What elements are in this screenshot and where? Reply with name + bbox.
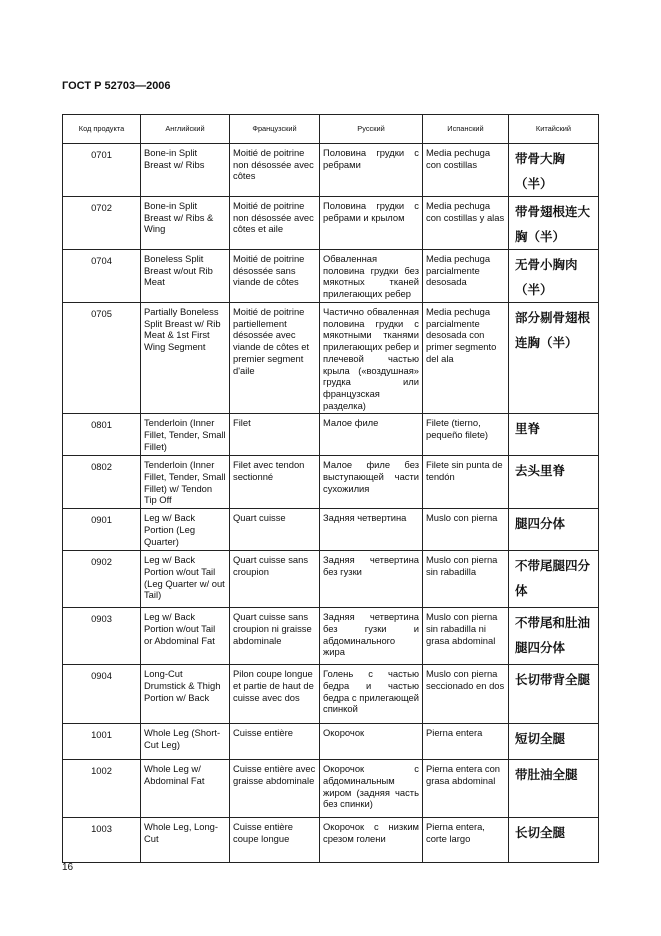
cell-russian: Задняя четвертина [320, 509, 423, 551]
cell-french: Moitié de poitrine non désossée avec côtes [230, 144, 320, 197]
cell-chinese: 长切全腿 [509, 818, 599, 863]
page-number: 16 [62, 862, 74, 873]
cell-russian: Голень с частью бедра и частью бедра с прилегающей спинкой [320, 665, 423, 724]
column-header-russian: Русский [320, 115, 423, 144]
table-row [63, 724, 599, 760]
cell-spanish: Filete (tierno, pequeño filete) [423, 414, 509, 456]
cell-russian: Обваленная половина грудки без мякотных тканей прилегающих ребер [320, 250, 423, 303]
cell-french: Quart cuisse sans croupion ni graisse abdominale [230, 608, 320, 665]
cell-french: Cuisse entière avec graisse abdominale [230, 760, 320, 818]
cell-code: 0802 [63, 456, 141, 509]
cell-code: 0801 [63, 414, 141, 456]
cell-english: Long-Cut Drumstick & Thigh Portion w/ Back [141, 665, 230, 724]
table-row [63, 197, 599, 250]
cell-chinese: 里脊 [509, 414, 599, 456]
cell-english: Whole Leg (Short-Cut Leg) [141, 724, 230, 760]
cell-english: Tenderloin (Inner Fillet, Tender, Small Fillet) w/ Tendon Tip Off [141, 456, 230, 509]
column-header-code: Код продукта [63, 115, 141, 144]
document-header: ГОСТ Р 52703—2006 [62, 80, 171, 92]
cell-russian: Половина грудки с ребрами и крылом [320, 197, 423, 250]
cell-english: Whole Leg w/ Abdominal Fat [141, 760, 230, 818]
cell-english: Leg w/ Back Portion w/out Tail or Abdominal Fat [141, 608, 230, 665]
cell-french: Moitié de poitrine partiellement désossée avec viande de côtes et premier segment d'aile [230, 303, 320, 414]
cell-code: 0901 [63, 509, 141, 551]
cell-spanish: Pierna entera, corte largo [423, 818, 509, 863]
cell-spanish: Media pechuga parcialmente desosada [423, 250, 509, 303]
cell-code: 0705 [63, 303, 141, 414]
cell-russian: Половина грудки с ребрами [320, 144, 423, 197]
cell-chinese: 带骨大胸（半） [509, 144, 599, 197]
cell-english: Whole Leg, Long-Cut [141, 818, 230, 863]
cell-code: 0902 [63, 551, 141, 608]
cell-russian: Окорочок с низким срезом голени [320, 818, 423, 863]
cell-russian: Задняя четвертина без гузки и абдоминального жира [320, 608, 423, 665]
cell-code: 1002 [63, 760, 141, 818]
cell-chinese: 长切带背全腿 [509, 665, 599, 724]
cell-code: 0701 [63, 144, 141, 197]
cell-english: Bone-in Split Breast w/ Ribs & Wing [141, 197, 230, 250]
cell-russian: Малое филе без выступающей части сухожилия [320, 456, 423, 509]
cell-french: Pilon coupe longue et partie de haut de cuisse avec dos [230, 665, 320, 724]
cell-chinese: 不带尾和肚油腿四分体 [509, 608, 599, 665]
cell-spanish: Muslo con pierna sin rabadilla [423, 551, 509, 608]
cell-chinese: 带骨翅根连大胸（半） [509, 197, 599, 250]
column-header-english: Английский [141, 115, 230, 144]
column-header-french: Французский [230, 115, 320, 144]
cell-chinese: 短切全腿 [509, 724, 599, 760]
cell-russian: Окорочок [320, 724, 423, 760]
table-row [63, 414, 599, 456]
cell-french: Moitié de poitrine non désossée avec côtes et aile [230, 197, 320, 250]
cell-english: Leg w/ Back Portion (Leg Quarter) [141, 509, 230, 551]
cell-french: Cuisse entière [230, 724, 320, 760]
cell-russian: Частично обваленная половина грудки с мякотными тканями прилегающих ребер и плечевой частью крыла («воздушная» грудка или французская разделка) [320, 303, 423, 414]
table-row [63, 608, 599, 665]
cell-english: Bone-in Split Breast w/ Ribs [141, 144, 230, 197]
cell-spanish: Pierna entera [423, 724, 509, 760]
cell-code: 0704 [63, 250, 141, 303]
cell-spanish: Muslo con pierna [423, 509, 509, 551]
cell-code: 0904 [63, 665, 141, 724]
cell-russian: Малое филе [320, 414, 423, 456]
cell-russian: Задняя четвертина без гузки [320, 551, 423, 608]
product-code-table [62, 114, 599, 863]
cell-chinese: 部分剔骨翅根连胸（半） [509, 303, 599, 414]
table-row [63, 509, 599, 551]
cell-french: Quart cuisse [230, 509, 320, 551]
table-row [63, 665, 599, 724]
cell-spanish: Pierna entera con grasa abdominal [423, 760, 509, 818]
table-row [63, 303, 599, 414]
cell-spanish: Media pechuga con costillas y alas [423, 197, 509, 250]
column-header-chinese: Китайский [509, 115, 599, 144]
column-header-spanish: Испанский [423, 115, 509, 144]
cell-spanish: Filete sin punta de tendón [423, 456, 509, 509]
cell-code: 0903 [63, 608, 141, 665]
cell-chinese: 带肚油全腿 [509, 760, 599, 818]
table-row [63, 144, 599, 197]
cell-english: Partially Boneless Split Breast w/ Rib Meat & 1st First Wing Segment [141, 303, 230, 414]
cell-french: Quart cuisse sans croupion [230, 551, 320, 608]
cell-code: 1001 [63, 724, 141, 760]
cell-spanish: Media pechuga parcialmente desosada con primer segmento del ala [423, 303, 509, 414]
cell-spanish: Muslo con pierna sin rabadilla ni grasa abdominal [423, 608, 509, 665]
cell-french: Filet avec tendon sectionné [230, 456, 320, 509]
cell-french: Moitié de poitrine désossée sans viande de côtes [230, 250, 320, 303]
cell-chinese: 腿四分体 [509, 509, 599, 551]
cell-russian: Окорочок с абдоминальным жиром (задняя часть без спинки) [320, 760, 423, 818]
cell-french: Cuisse entière coupe longue [230, 818, 320, 863]
cell-english: Leg w/ Back Portion w/out Tail (Leg Quarter w/ out Tail) [141, 551, 230, 608]
cell-spanish: Muslo con pierna seccionado en dos [423, 665, 509, 724]
table-row [63, 818, 599, 863]
cell-code: 1003 [63, 818, 141, 863]
table-header-row [63, 115, 599, 144]
table-row [63, 250, 599, 303]
cell-code: 0702 [63, 197, 141, 250]
cell-french: Filet [230, 414, 320, 456]
table-row [63, 760, 599, 818]
cell-spanish: Media pechuga con costillas [423, 144, 509, 197]
cell-english: Boneless Split Breast w/out Rib Meat [141, 250, 230, 303]
cell-chinese: 无骨小胸肉（半） [509, 250, 599, 303]
cell-english: Tenderloin (Inner Fillet, Tender, Small Fillet) [141, 414, 230, 456]
cell-chinese: 不带尾腿四分体 [509, 551, 599, 608]
table-row [63, 456, 599, 509]
cell-chinese: 去头里脊 [509, 456, 599, 509]
table-row [63, 551, 599, 608]
